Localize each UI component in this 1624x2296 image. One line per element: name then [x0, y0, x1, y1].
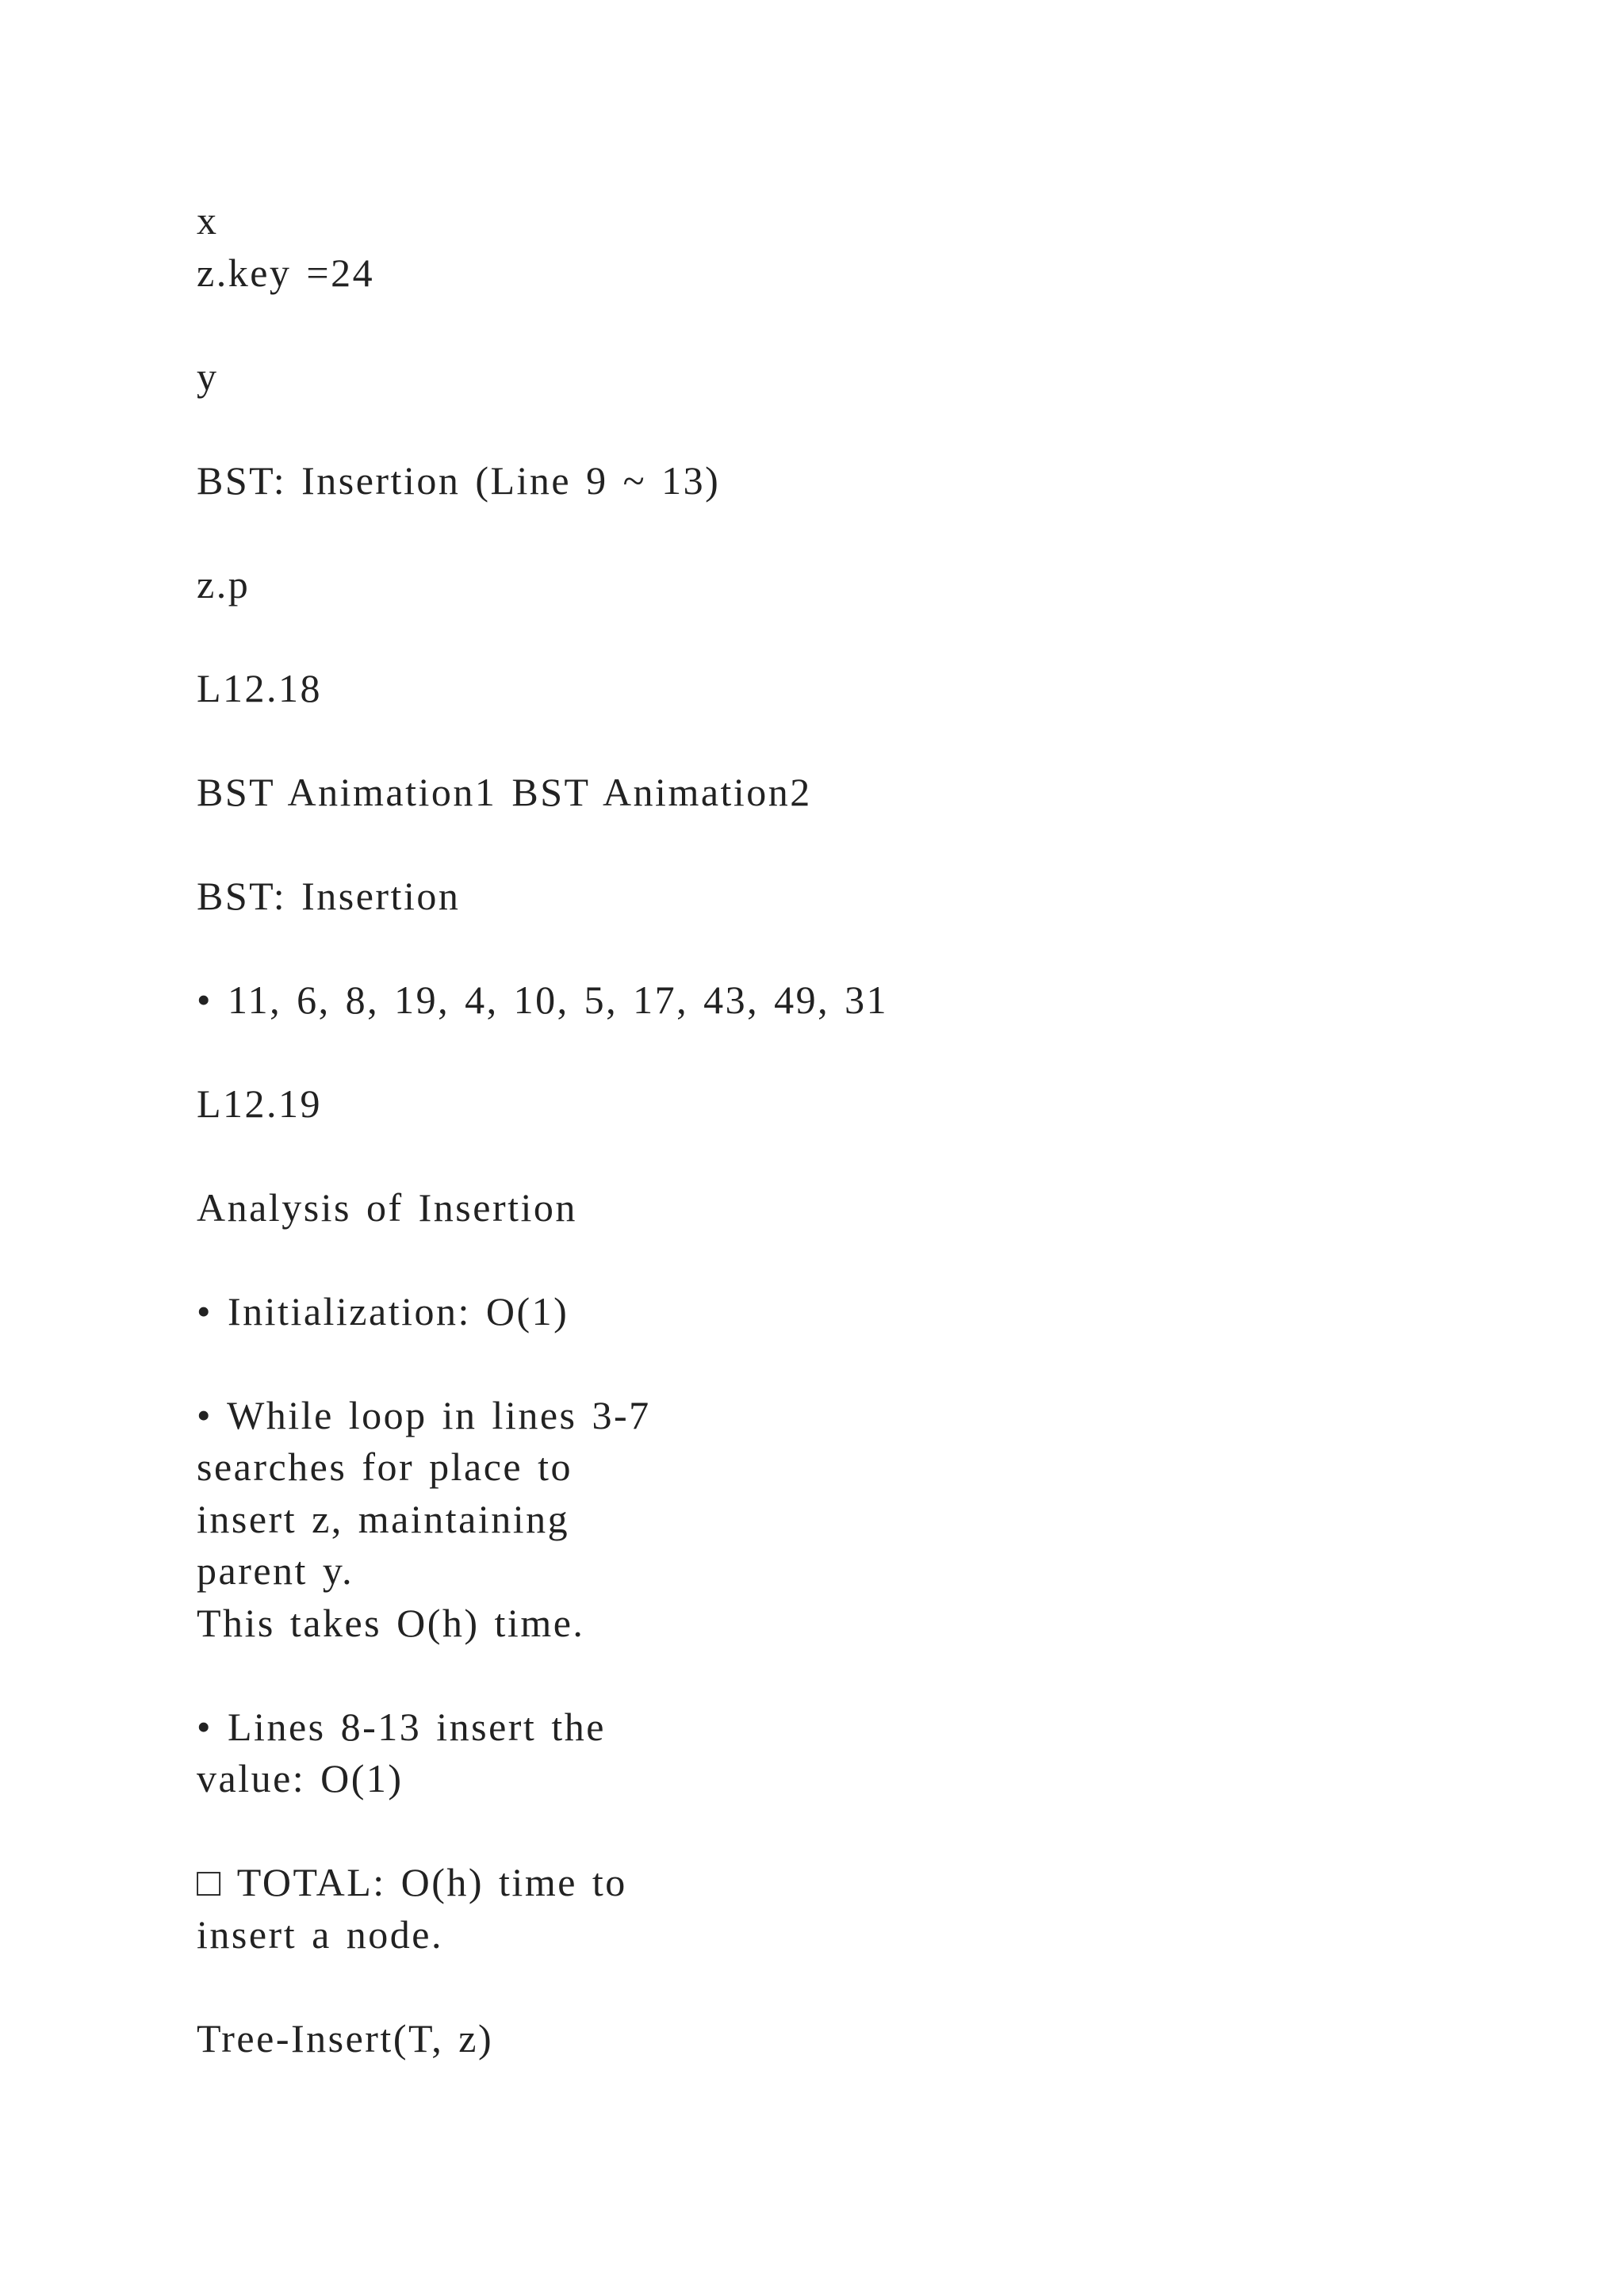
blank-line — [197, 818, 1545, 871]
blank-line — [197, 1649, 1545, 1701]
text-line: x — [197, 198, 219, 243]
blank-line — [197, 714, 1545, 767]
blank-line — [197, 1130, 1545, 1182]
blank-line — [197, 610, 1545, 663]
blank-line — [197, 1961, 1545, 2013]
text-line: value: O(1) — [197, 1756, 404, 1800]
blank-line — [197, 403, 1545, 455]
text-line: z.key =24 — [197, 250, 375, 295]
blank-line — [197, 507, 1545, 559]
text-line: insert a node. — [197, 1911, 443, 1957]
text-line: Tree-Insert(T, z) — [197, 2015, 494, 2061]
text-line: insert z, maintaining — [197, 1496, 570, 1541]
text-line: parent y. — [197, 1548, 354, 1593]
section-heading: BST: Insertion (Line 9 ~ 13) — [197, 457, 721, 503]
document-text — [197, 195, 1545, 2064]
text-line: searches for place to — [197, 1445, 573, 1489]
section-heading: Analysis of Insertion — [197, 1184, 577, 1230]
slide-number: L12.19 — [197, 1081, 323, 1126]
blank-line — [197, 1234, 1545, 1286]
total-line: □ TOTAL: O(h) time to — [197, 1860, 627, 1904]
blank-line — [197, 1805, 1545, 1858]
slide-number: L12.18 — [197, 665, 323, 710]
blank-line — [197, 1026, 1545, 1078]
bullet-item: • While loop in lines 3-7 — [197, 1392, 651, 1437]
text-line: z.p — [197, 561, 251, 607]
text-line: y — [197, 354, 219, 399]
blank-line — [197, 1337, 1545, 1390]
text-line: BST Animation1 BST Animation2 — [197, 769, 812, 814]
blank-line — [197, 922, 1545, 974]
text-line: This takes O(h) time. — [197, 1600, 585, 1645]
blank-line — [197, 299, 1545, 351]
section-heading: BST: Insertion — [197, 873, 461, 918]
bullet-item: • Lines 8-13 insert the — [197, 1704, 606, 1749]
bullet-item: • 11, 6, 8, 19, 4, 10, 5, 17, 43, 49, 31 — [197, 977, 889, 1022]
bullet-item: • Initialization: O(1) — [197, 1288, 569, 1334]
